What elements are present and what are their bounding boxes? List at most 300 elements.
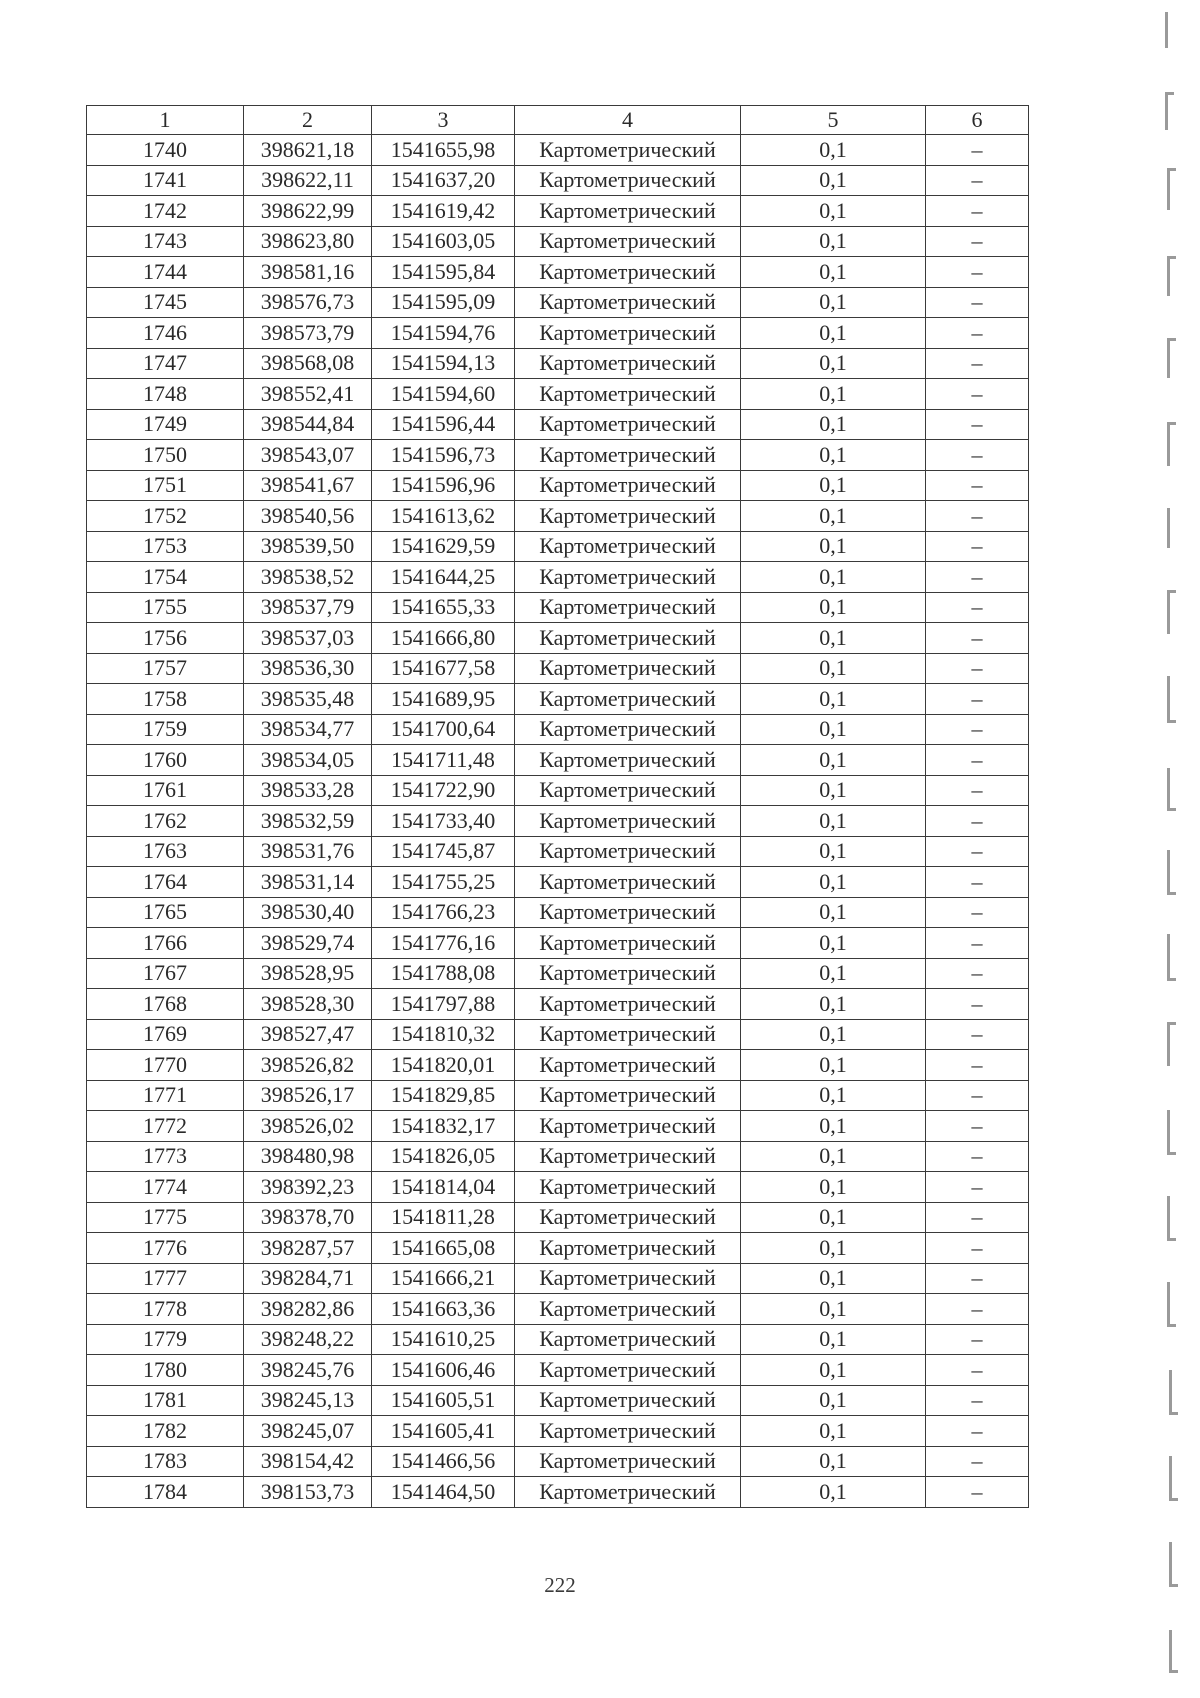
y-coordinate-cell: 1541826,05 bbox=[372, 1141, 515, 1172]
method-cell: Картометрический bbox=[515, 1385, 741, 1416]
table-row bbox=[87, 1019, 1029, 1050]
accuracy-cell: 0,1 bbox=[741, 287, 926, 318]
x-coordinate-cell: 398248,22 bbox=[244, 1324, 372, 1355]
note-cell: – bbox=[926, 501, 1029, 532]
table-row bbox=[87, 1172, 1029, 1203]
header-row bbox=[87, 106, 1029, 135]
method-cell: Картометрический bbox=[515, 348, 741, 379]
point-number-cell: 1780 bbox=[87, 1355, 244, 1386]
note-cell: – bbox=[926, 928, 1029, 959]
accuracy-cell: 0,1 bbox=[741, 318, 926, 349]
accuracy-cell: 0,1 bbox=[741, 1080, 926, 1111]
method-cell: Картометрический bbox=[515, 1019, 741, 1050]
point-number-cell: 1750 bbox=[87, 440, 244, 471]
table-row bbox=[87, 1080, 1029, 1111]
y-coordinate-cell: 1541700,64 bbox=[372, 714, 515, 745]
accuracy-cell: 0,1 bbox=[741, 1294, 926, 1325]
x-coordinate-cell: 398576,73 bbox=[244, 287, 372, 318]
y-coordinate-cell: 1541466,56 bbox=[372, 1446, 515, 1477]
point-number-cell: 1758 bbox=[87, 684, 244, 715]
y-coordinate-cell: 1541594,76 bbox=[372, 318, 515, 349]
note-cell: – bbox=[926, 226, 1029, 257]
method-cell: Картометрический bbox=[515, 836, 741, 867]
column-header: 4 bbox=[515, 106, 741, 135]
y-coordinate-cell: 1541814,04 bbox=[372, 1172, 515, 1203]
note-cell: – bbox=[926, 348, 1029, 379]
y-coordinate-cell: 1541832,17 bbox=[372, 1111, 515, 1142]
y-coordinate-cell: 1541629,59 bbox=[372, 531, 515, 562]
accuracy-cell: 0,1 bbox=[741, 1202, 926, 1233]
note-cell: – bbox=[926, 257, 1029, 288]
x-coordinate-cell: 398527,47 bbox=[244, 1019, 372, 1050]
x-coordinate-cell: 398621,18 bbox=[244, 135, 372, 166]
table-row bbox=[87, 501, 1029, 532]
point-number-cell: 1781 bbox=[87, 1385, 244, 1416]
x-coordinate-cell: 398528,95 bbox=[244, 958, 372, 989]
x-coordinate-cell: 398539,50 bbox=[244, 531, 372, 562]
point-number-cell: 1759 bbox=[87, 714, 244, 745]
table-row bbox=[87, 257, 1029, 288]
method-cell: Картометрический bbox=[515, 409, 741, 440]
method-cell: Картометрический bbox=[515, 1355, 741, 1386]
note-cell: – bbox=[926, 775, 1029, 806]
x-coordinate-cell: 398480,98 bbox=[244, 1141, 372, 1172]
method-cell: Картометрический bbox=[515, 1263, 741, 1294]
page-number: 222 bbox=[544, 1573, 576, 1597]
y-coordinate-cell: 1541596,73 bbox=[372, 440, 515, 471]
x-coordinate-cell: 398537,79 bbox=[244, 592, 372, 623]
table-row bbox=[87, 745, 1029, 776]
method-cell: Картометрический bbox=[515, 226, 741, 257]
table-row bbox=[87, 531, 1029, 562]
method-cell: Картометрический bbox=[515, 775, 741, 806]
method-cell: Картометрический bbox=[515, 1050, 741, 1081]
method-cell: Картометрический bbox=[515, 1202, 741, 1233]
method-cell: Картометрический bbox=[515, 623, 741, 654]
method-cell: Картометрический bbox=[515, 470, 741, 501]
y-coordinate-cell: 1541666,80 bbox=[372, 623, 515, 654]
accuracy-cell: 0,1 bbox=[741, 1233, 926, 1264]
note-cell: – bbox=[926, 653, 1029, 684]
accuracy-cell: 0,1 bbox=[741, 989, 926, 1020]
point-number-cell: 1773 bbox=[87, 1141, 244, 1172]
accuracy-cell: 0,1 bbox=[741, 806, 926, 837]
x-coordinate-cell: 398526,82 bbox=[244, 1050, 372, 1081]
table-row bbox=[87, 836, 1029, 867]
table-row bbox=[87, 470, 1029, 501]
table-row bbox=[87, 1324, 1029, 1355]
note-cell: – bbox=[926, 684, 1029, 715]
accuracy-cell: 0,1 bbox=[741, 1172, 926, 1203]
accuracy-cell: 0,1 bbox=[741, 897, 926, 928]
x-coordinate-cell: 398533,28 bbox=[244, 775, 372, 806]
point-number-cell: 1743 bbox=[87, 226, 244, 257]
table-row bbox=[87, 135, 1029, 166]
point-number-cell: 1764 bbox=[87, 867, 244, 898]
accuracy-cell: 0,1 bbox=[741, 562, 926, 593]
table-row bbox=[87, 440, 1029, 471]
x-coordinate-cell: 398622,11 bbox=[244, 165, 372, 196]
point-number-cell: 1769 bbox=[87, 1019, 244, 1050]
method-cell: Картометрический bbox=[515, 897, 741, 928]
point-number-cell: 1740 bbox=[87, 135, 244, 166]
note-cell: – bbox=[926, 562, 1029, 593]
method-cell: Картометрический bbox=[515, 1141, 741, 1172]
accuracy-cell: 0,1 bbox=[741, 592, 926, 623]
accuracy-cell: 0,1 bbox=[741, 867, 926, 898]
table-row bbox=[87, 1446, 1029, 1477]
x-coordinate-cell: 398284,71 bbox=[244, 1263, 372, 1294]
note-cell: – bbox=[926, 806, 1029, 837]
y-coordinate-cell: 1541820,01 bbox=[372, 1050, 515, 1081]
note-cell: – bbox=[926, 745, 1029, 776]
y-coordinate-cell: 1541711,48 bbox=[372, 745, 515, 776]
point-number-cell: 1768 bbox=[87, 989, 244, 1020]
y-coordinate-cell: 1541605,41 bbox=[372, 1416, 515, 1447]
method-cell: Картометрический bbox=[515, 440, 741, 471]
y-coordinate-cell: 1541596,96 bbox=[372, 470, 515, 501]
table-row bbox=[87, 775, 1029, 806]
point-number-cell: 1776 bbox=[87, 1233, 244, 1264]
method-cell: Картометрический bbox=[515, 165, 741, 196]
point-number-cell: 1756 bbox=[87, 623, 244, 654]
x-coordinate-cell: 398392,23 bbox=[244, 1172, 372, 1203]
column-header: 3 bbox=[372, 106, 515, 135]
point-number-cell: 1744 bbox=[87, 257, 244, 288]
point-number-cell: 1771 bbox=[87, 1080, 244, 1111]
point-number-cell: 1741 bbox=[87, 165, 244, 196]
table-row bbox=[87, 409, 1029, 440]
table-row bbox=[87, 1355, 1029, 1386]
x-coordinate-cell: 398537,03 bbox=[244, 623, 372, 654]
accuracy-cell: 0,1 bbox=[741, 745, 926, 776]
point-number-cell: 1774 bbox=[87, 1172, 244, 1203]
point-number-cell: 1784 bbox=[87, 1477, 244, 1508]
table-row bbox=[87, 348, 1029, 379]
note-cell: – bbox=[926, 165, 1029, 196]
x-coordinate-cell: 398245,76 bbox=[244, 1355, 372, 1386]
table-row bbox=[87, 1202, 1029, 1233]
note-cell: – bbox=[926, 135, 1029, 166]
accuracy-cell: 0,1 bbox=[741, 928, 926, 959]
table-row bbox=[87, 379, 1029, 410]
column-header: 2 bbox=[244, 106, 372, 135]
accuracy-cell: 0,1 bbox=[741, 1385, 926, 1416]
y-coordinate-cell: 1541596,44 bbox=[372, 409, 515, 440]
y-coordinate-cell: 1541797,88 bbox=[372, 989, 515, 1020]
y-coordinate-cell: 1541619,42 bbox=[372, 196, 515, 227]
accuracy-cell: 0,1 bbox=[741, 775, 926, 806]
method-cell: Картометрический bbox=[515, 1172, 741, 1203]
x-coordinate-cell: 398623,80 bbox=[244, 226, 372, 257]
method-cell: Картометрический bbox=[515, 592, 741, 623]
y-coordinate-cell: 1541605,51 bbox=[372, 1385, 515, 1416]
point-number-cell: 1749 bbox=[87, 409, 244, 440]
note-cell: – bbox=[926, 1019, 1029, 1050]
point-number-cell: 1747 bbox=[87, 348, 244, 379]
accuracy-cell: 0,1 bbox=[741, 440, 926, 471]
x-coordinate-cell: 398529,74 bbox=[244, 928, 372, 959]
y-coordinate-cell: 1541788,08 bbox=[372, 958, 515, 989]
y-coordinate-cell: 1541689,95 bbox=[372, 684, 515, 715]
note-cell: – bbox=[926, 989, 1029, 1020]
accuracy-cell: 0,1 bbox=[741, 1416, 926, 1447]
method-cell: Картометрический bbox=[515, 318, 741, 349]
note-cell: – bbox=[926, 1172, 1029, 1203]
note-cell: – bbox=[926, 1416, 1029, 1447]
table-row bbox=[87, 867, 1029, 898]
table-body bbox=[87, 106, 1029, 1508]
table-row bbox=[87, 714, 1029, 745]
y-coordinate-cell: 1541755,25 bbox=[372, 867, 515, 898]
table-row bbox=[87, 1294, 1029, 1325]
method-cell: Картометрический bbox=[515, 1233, 741, 1264]
note-cell: – bbox=[926, 714, 1029, 745]
y-coordinate-cell: 1541613,62 bbox=[372, 501, 515, 532]
y-coordinate-cell: 1541595,09 bbox=[372, 287, 515, 318]
x-coordinate-cell: 398530,40 bbox=[244, 897, 372, 928]
table-row bbox=[87, 1141, 1029, 1172]
method-cell: Картометрический bbox=[515, 714, 741, 745]
note-cell: – bbox=[926, 1263, 1029, 1294]
method-cell: Картометрический bbox=[515, 1294, 741, 1325]
method-cell: Картометрический bbox=[515, 1080, 741, 1111]
accuracy-cell: 0,1 bbox=[741, 1050, 926, 1081]
note-cell: – bbox=[926, 1050, 1029, 1081]
x-coordinate-cell: 398538,52 bbox=[244, 562, 372, 593]
accuracy-cell: 0,1 bbox=[741, 409, 926, 440]
accuracy-cell: 0,1 bbox=[741, 348, 926, 379]
point-number-cell: 1755 bbox=[87, 592, 244, 623]
point-number-cell: 1765 bbox=[87, 897, 244, 928]
column-header: 6 bbox=[926, 106, 1029, 135]
table-row bbox=[87, 165, 1029, 196]
accuracy-cell: 0,1 bbox=[741, 836, 926, 867]
y-coordinate-cell: 1541595,84 bbox=[372, 257, 515, 288]
x-coordinate-cell: 398245,07 bbox=[244, 1416, 372, 1447]
note-cell: – bbox=[926, 1202, 1029, 1233]
scan-edge-marks bbox=[1155, 0, 1195, 1698]
method-cell: Картометрический bbox=[515, 1111, 741, 1142]
y-coordinate-cell: 1541677,58 bbox=[372, 653, 515, 684]
y-coordinate-cell: 1541810,32 bbox=[372, 1019, 515, 1050]
y-coordinate-cell: 1541811,28 bbox=[372, 1202, 515, 1233]
y-coordinate-cell: 1541766,23 bbox=[372, 897, 515, 928]
y-coordinate-cell: 1541603,05 bbox=[372, 226, 515, 257]
table-row bbox=[87, 928, 1029, 959]
table-row bbox=[87, 1050, 1029, 1081]
x-coordinate-cell: 398541,67 bbox=[244, 470, 372, 501]
method-cell: Картометрический bbox=[515, 196, 741, 227]
accuracy-cell: 0,1 bbox=[741, 1446, 926, 1477]
table-row bbox=[87, 653, 1029, 684]
x-coordinate-cell: 398526,17 bbox=[244, 1080, 372, 1111]
accuracy-cell: 0,1 bbox=[741, 531, 926, 562]
table-row bbox=[87, 1385, 1029, 1416]
note-cell: – bbox=[926, 1080, 1029, 1111]
accuracy-cell: 0,1 bbox=[741, 1324, 926, 1355]
note-cell: – bbox=[926, 531, 1029, 562]
method-cell: Картометрический bbox=[515, 745, 741, 776]
method-cell: Картометрический bbox=[515, 653, 741, 684]
point-number-cell: 1754 bbox=[87, 562, 244, 593]
y-coordinate-cell: 1541610,25 bbox=[372, 1324, 515, 1355]
accuracy-cell: 0,1 bbox=[741, 653, 926, 684]
y-coordinate-cell: 1541666,21 bbox=[372, 1263, 515, 1294]
table-row bbox=[87, 318, 1029, 349]
accuracy-cell: 0,1 bbox=[741, 958, 926, 989]
point-number-cell: 1752 bbox=[87, 501, 244, 532]
point-number-cell: 1748 bbox=[87, 379, 244, 410]
note-cell: – bbox=[926, 592, 1029, 623]
note-cell: – bbox=[926, 623, 1029, 654]
method-cell: Картометрический bbox=[515, 531, 741, 562]
note-cell: – bbox=[926, 1446, 1029, 1477]
accuracy-cell: 0,1 bbox=[741, 1019, 926, 1050]
point-number-cell: 1783 bbox=[87, 1446, 244, 1477]
note-cell: – bbox=[926, 1294, 1029, 1325]
note-cell: – bbox=[926, 1233, 1029, 1264]
x-coordinate-cell: 398153,73 bbox=[244, 1477, 372, 1508]
y-coordinate-cell: 1541464,50 bbox=[372, 1477, 515, 1508]
method-cell: Картометрический bbox=[515, 1324, 741, 1355]
note-cell: – bbox=[926, 1111, 1029, 1142]
x-coordinate-cell: 398573,79 bbox=[244, 318, 372, 349]
x-coordinate-cell: 398287,57 bbox=[244, 1233, 372, 1264]
accuracy-cell: 0,1 bbox=[741, 1477, 926, 1508]
x-coordinate-cell: 398568,08 bbox=[244, 348, 372, 379]
table-row bbox=[87, 592, 1029, 623]
note-cell: – bbox=[926, 287, 1029, 318]
note-cell: – bbox=[926, 958, 1029, 989]
method-cell: Картометрический bbox=[515, 1446, 741, 1477]
y-coordinate-cell: 1541829,85 bbox=[372, 1080, 515, 1111]
accuracy-cell: 0,1 bbox=[741, 623, 926, 654]
x-coordinate-cell: 398531,76 bbox=[244, 836, 372, 867]
note-cell: – bbox=[926, 1477, 1029, 1508]
method-cell: Картометрический bbox=[515, 958, 741, 989]
point-number-cell: 1760 bbox=[87, 745, 244, 776]
coordinates-table bbox=[86, 105, 1029, 1508]
table-row bbox=[87, 623, 1029, 654]
x-coordinate-cell: 398534,77 bbox=[244, 714, 372, 745]
accuracy-cell: 0,1 bbox=[741, 684, 926, 715]
point-number-cell: 1763 bbox=[87, 836, 244, 867]
method-cell: Картометрический bbox=[515, 501, 741, 532]
y-coordinate-cell: 1541663,36 bbox=[372, 1294, 515, 1325]
table-row bbox=[87, 897, 1029, 928]
y-coordinate-cell: 1541745,87 bbox=[372, 836, 515, 867]
x-coordinate-cell: 398531,14 bbox=[244, 867, 372, 898]
x-coordinate-cell: 398282,86 bbox=[244, 1294, 372, 1325]
point-number-cell: 1753 bbox=[87, 531, 244, 562]
table-row bbox=[87, 1263, 1029, 1294]
accuracy-cell: 0,1 bbox=[741, 135, 926, 166]
method-cell: Картометрический bbox=[515, 562, 741, 593]
accuracy-cell: 0,1 bbox=[741, 379, 926, 410]
x-coordinate-cell: 398544,84 bbox=[244, 409, 372, 440]
accuracy-cell: 0,1 bbox=[741, 470, 926, 501]
method-cell: Картометрический bbox=[515, 989, 741, 1020]
point-number-cell: 1779 bbox=[87, 1324, 244, 1355]
point-number-cell: 1762 bbox=[87, 806, 244, 837]
method-cell: Картометрический bbox=[515, 1416, 741, 1447]
point-number-cell: 1777 bbox=[87, 1263, 244, 1294]
point-number-cell: 1751 bbox=[87, 470, 244, 501]
point-number-cell: 1761 bbox=[87, 775, 244, 806]
accuracy-cell: 0,1 bbox=[741, 501, 926, 532]
x-coordinate-cell: 398534,05 bbox=[244, 745, 372, 776]
point-number-cell: 1757 bbox=[87, 653, 244, 684]
method-cell: Картометрический bbox=[515, 928, 741, 959]
y-coordinate-cell: 1541644,25 bbox=[372, 562, 515, 593]
note-cell: – bbox=[926, 1141, 1029, 1172]
x-coordinate-cell: 398532,59 bbox=[244, 806, 372, 837]
x-coordinate-cell: 398154,42 bbox=[244, 1446, 372, 1477]
y-coordinate-cell: 1541733,40 bbox=[372, 806, 515, 837]
note-cell: – bbox=[926, 440, 1029, 471]
point-number-cell: 1778 bbox=[87, 1294, 244, 1325]
x-coordinate-cell: 398622,99 bbox=[244, 196, 372, 227]
note-cell: – bbox=[926, 409, 1029, 440]
method-cell: Картометрический bbox=[515, 257, 741, 288]
x-coordinate-cell: 398378,70 bbox=[244, 1202, 372, 1233]
table-row bbox=[87, 196, 1029, 227]
note-cell: – bbox=[926, 867, 1029, 898]
point-number-cell: 1766 bbox=[87, 928, 244, 959]
method-cell: Картометрический bbox=[515, 806, 741, 837]
accuracy-cell: 0,1 bbox=[741, 196, 926, 227]
x-coordinate-cell: 398552,41 bbox=[244, 379, 372, 410]
note-cell: – bbox=[926, 318, 1029, 349]
table-row bbox=[87, 287, 1029, 318]
x-coordinate-cell: 398528,30 bbox=[244, 989, 372, 1020]
x-coordinate-cell: 398536,30 bbox=[244, 653, 372, 684]
note-cell: – bbox=[926, 1355, 1029, 1386]
note-cell: – bbox=[926, 379, 1029, 410]
note-cell: – bbox=[926, 836, 1029, 867]
point-number-cell: 1767 bbox=[87, 958, 244, 989]
y-coordinate-cell: 1541665,08 bbox=[372, 1233, 515, 1264]
y-coordinate-cell: 1541606,46 bbox=[372, 1355, 515, 1386]
y-coordinate-cell: 1541776,16 bbox=[372, 928, 515, 959]
y-coordinate-cell: 1541655,98 bbox=[372, 135, 515, 166]
accuracy-cell: 0,1 bbox=[741, 1263, 926, 1294]
table-row bbox=[87, 1233, 1029, 1264]
method-cell: Картометрический bbox=[515, 287, 741, 318]
table-row bbox=[87, 806, 1029, 837]
x-coordinate-cell: 398540,56 bbox=[244, 501, 372, 532]
method-cell: Картометрический bbox=[515, 867, 741, 898]
x-coordinate-cell: 398535,48 bbox=[244, 684, 372, 715]
point-number-cell: 1745 bbox=[87, 287, 244, 318]
accuracy-cell: 0,1 bbox=[741, 165, 926, 196]
note-cell: – bbox=[926, 1385, 1029, 1416]
y-coordinate-cell: 1541655,33 bbox=[372, 592, 515, 623]
accuracy-cell: 0,1 bbox=[741, 714, 926, 745]
table-row bbox=[87, 1111, 1029, 1142]
y-coordinate-cell: 1541594,13 bbox=[372, 348, 515, 379]
point-number-cell: 1742 bbox=[87, 196, 244, 227]
table-row bbox=[87, 226, 1029, 257]
note-cell: – bbox=[926, 897, 1029, 928]
accuracy-cell: 0,1 bbox=[741, 1141, 926, 1172]
table-row bbox=[87, 958, 1029, 989]
column-header: 1 bbox=[87, 106, 244, 135]
note-cell: – bbox=[926, 1324, 1029, 1355]
accuracy-cell: 0,1 bbox=[741, 257, 926, 288]
x-coordinate-cell: 398581,16 bbox=[244, 257, 372, 288]
